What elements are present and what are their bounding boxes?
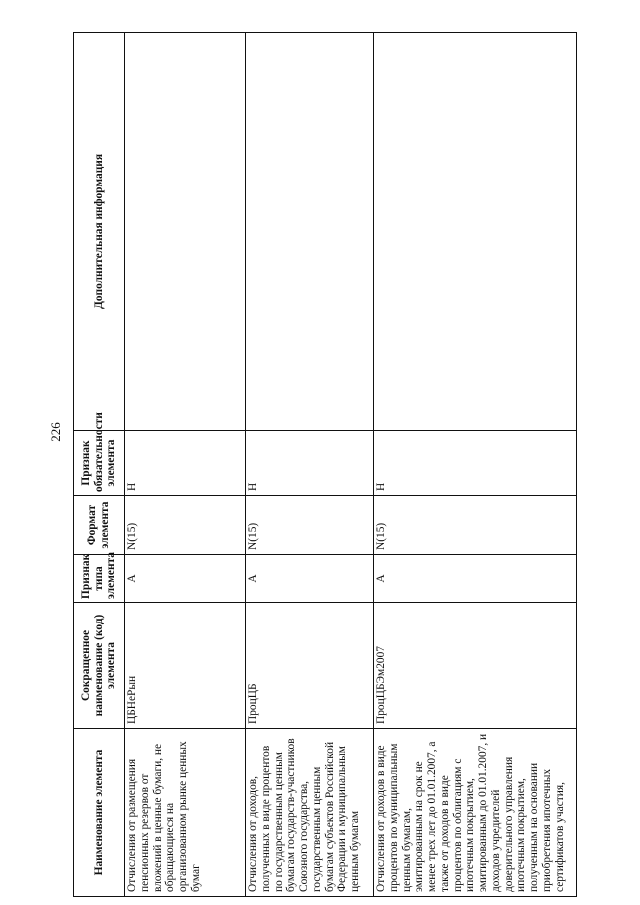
cell-element-format: N(15) [374,496,577,555]
cell-element-required: Н [246,431,374,496]
cell-element-name: Отчисления от размещения пенсионных резервов от вложений в ценные бумаги, не обращающиеся на организованном рынке ценных бумаг [125,729,246,897]
cell-additional-info [125,33,246,431]
elements-table [73,32,577,897]
cell-element-required: Н [125,431,246,496]
table-row [246,33,374,897]
cell-element-type: А [246,555,374,603]
table-row [125,33,246,897]
header-element-type: Признак типа элемента [74,555,125,603]
table-row [374,33,577,897]
cell-element-format: N(15) [246,496,374,555]
header-element-required: Признак обязательности элемента [74,431,125,496]
cell-additional-info [374,33,577,431]
header-element-code: Сокращенное наименование (код) элемента [74,603,125,729]
header-element-format: Формат элемента [74,496,125,555]
cell-element-type: А [125,555,246,603]
cell-element-type: А [374,555,577,603]
rotated-table-container [73,33,575,897]
table-header-row [74,33,125,897]
header-additional-info: Дополнительная информация [74,33,125,431]
cell-element-name: Отчисления от доходов, полученных в виде процентов по государственным ценным бумагам государств-участников Союзного государства, государственным ценным бумагам субъектов Российской Федерации и муниципальным ценным бумагам [246,729,374,897]
cell-element-code: ПроцЦБЭм2007 [374,603,577,729]
header-element-name: Наименование элемента [74,729,125,897]
cell-element-code: ПроцЦБ [246,603,374,729]
cell-element-required: Н [374,431,577,496]
cell-element-format: N(15) [125,496,246,555]
page-number: 226 [48,422,63,442]
cell-element-name [374,729,577,897]
cell-element-code: ЦБНеРын [125,603,246,729]
cell-element-name-text: Отчисления от доходов в виде процентов по муниципальным ценным бумагам, эмитированным на срок не менее трех лет до 01.01.2007, а также от доходов в виде процентов по облигациям с ипотечным покрытием, эмитированным до 01.01.2007, и доходов учредителей доверительного управления ипотечным покрытием, полученным на основании приобретения ипотечных сертификатов участия, [375,733,566,892]
cell-additional-info [246,33,374,431]
